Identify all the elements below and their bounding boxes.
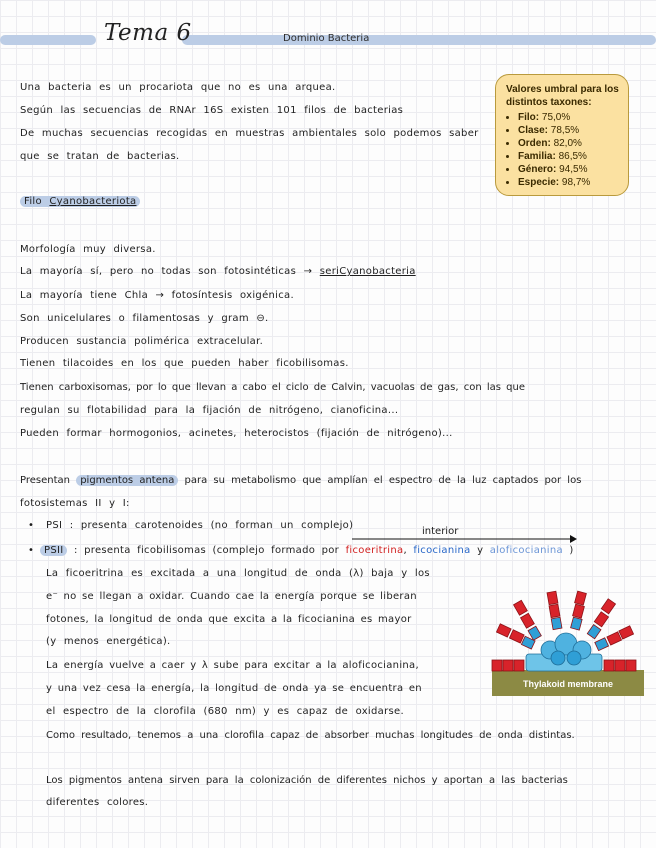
threshold-item: • Género: 94,5% xyxy=(518,163,620,176)
ps1-line: PSI : presenta carotenoides (no forman un complejo) xyxy=(46,520,354,531)
page-subtitle: Dominio Bacteria xyxy=(283,33,370,44)
threshold-item: • Filo: 75,0% xyxy=(518,111,620,124)
detail-line-4: (y menos energética). xyxy=(46,636,171,647)
ps2-line: PSII : presenta ficobilisomas (complejo formado por ficoeritrina, ficocianina y aloficocianina ) xyxy=(40,545,574,556)
thresholds-note xyxy=(495,74,629,196)
core-blue xyxy=(526,633,602,671)
bullet-dot: • xyxy=(28,520,34,531)
feature-line-2: La mayoría sí, pero no todas son fotosintéticas → seriCyanobacteria xyxy=(20,266,416,277)
detail-line-8: Como resultado, tenemos a una clorofila capaz de absorber muchas longitudes de onda distintas. xyxy=(46,730,575,741)
threshold-item: • Orden: 82,0% xyxy=(518,137,620,150)
header-highlight-right xyxy=(182,35,656,45)
detail-line-7: el espectro de la clorofila (680 nm) y es capaz de oxidarse. xyxy=(46,706,404,717)
header-highlight-left xyxy=(0,35,96,45)
feature-line-8: regulan su flotabilidad para la fijación de nitrógeno, cianoficina... xyxy=(20,405,399,416)
interior-label: interior xyxy=(422,526,459,537)
intro-line-1: Una bacteria es un procariota que no es una arquea. xyxy=(20,82,336,93)
membrane-label: Thylakoid membrane xyxy=(522,679,614,689)
detail-line-5: La energía vuelve a caer y λ sube para excitar a la aloficocianina, xyxy=(46,660,419,671)
feature-line-6: Tienen tilacoides en los que pueden haber ficobilisomas. xyxy=(20,358,349,369)
detail-line-1: La ficoeritrina es excitada a una longitud de onda (λ) baja y los xyxy=(46,568,430,579)
rods-center xyxy=(547,591,586,630)
feature-line-5: Producen sustancia polimérica extracelular. xyxy=(20,336,264,347)
closing-line-2: diferentes colores. xyxy=(46,797,149,808)
intro-line-2: Según las secuencias de RNAr 16S existen 101 filos de bacterias xyxy=(20,105,404,116)
detail-line-2: e⁻ no se llegan a oxidar. Cuando cae la energía porque se liberan xyxy=(46,591,417,602)
detail-line-3: fotones, la longitud de onda que excita a la ficocianina es mayor xyxy=(46,614,412,625)
detail-line-6: y una vez cesa la energía, la longitud de onda ya se encuentra en xyxy=(46,683,422,694)
rods-right xyxy=(587,599,633,651)
feature-line-7: Tienen carboxisomas, por lo que llevan a cabo el ciclo de Calvin, vacuolas de gas, con las que xyxy=(20,382,525,393)
threshold-item: • Especie: 98,7% xyxy=(518,176,620,189)
thresholds-title: Valores umbral para los distintos taxones: xyxy=(506,84,619,108)
phycobilisome-diagram xyxy=(486,588,646,700)
pigments-line-2: fotosistemas II y I: xyxy=(20,498,130,509)
feature-line-3: La mayoría tiene Chla → fotosíntesis oxigénica. xyxy=(20,290,294,301)
section-heading: Filo Cyanobacteriota xyxy=(20,196,140,207)
threshold-item: • Clase: 78,5% xyxy=(518,124,620,137)
feature-line-4: Son unicelulares o filamentosas y gram ⊖. xyxy=(20,313,269,324)
interior-arrow xyxy=(352,534,578,544)
intro-line-3: De muchas secuencias recogidas en muestras ambientales solo podemos saber xyxy=(20,128,479,139)
thresholds-list xyxy=(506,111,620,189)
threshold-item: • Familia: 86,5% xyxy=(518,150,620,163)
feature-line-1: Morfología muy diversa. xyxy=(20,244,156,255)
rods-left xyxy=(496,600,541,649)
page-title: Tema 6 xyxy=(104,20,192,46)
pigments-line-1: Presentan pigmentos antena para su metabolismo que amplían el espectro de la luz captados por los xyxy=(20,475,582,486)
feature-line-9: Pueden formar hormogonios, acinetes, heterocistos (fijación de nitrógeno)... xyxy=(20,428,453,439)
closing-line-1: Los pigmentos antena sirven para la colonización de diferentes nichos y aportan a las bacterias xyxy=(46,775,568,786)
intro-line-4: que se tratan de bacterias. xyxy=(20,151,180,162)
bullet-dot: • xyxy=(28,545,34,556)
